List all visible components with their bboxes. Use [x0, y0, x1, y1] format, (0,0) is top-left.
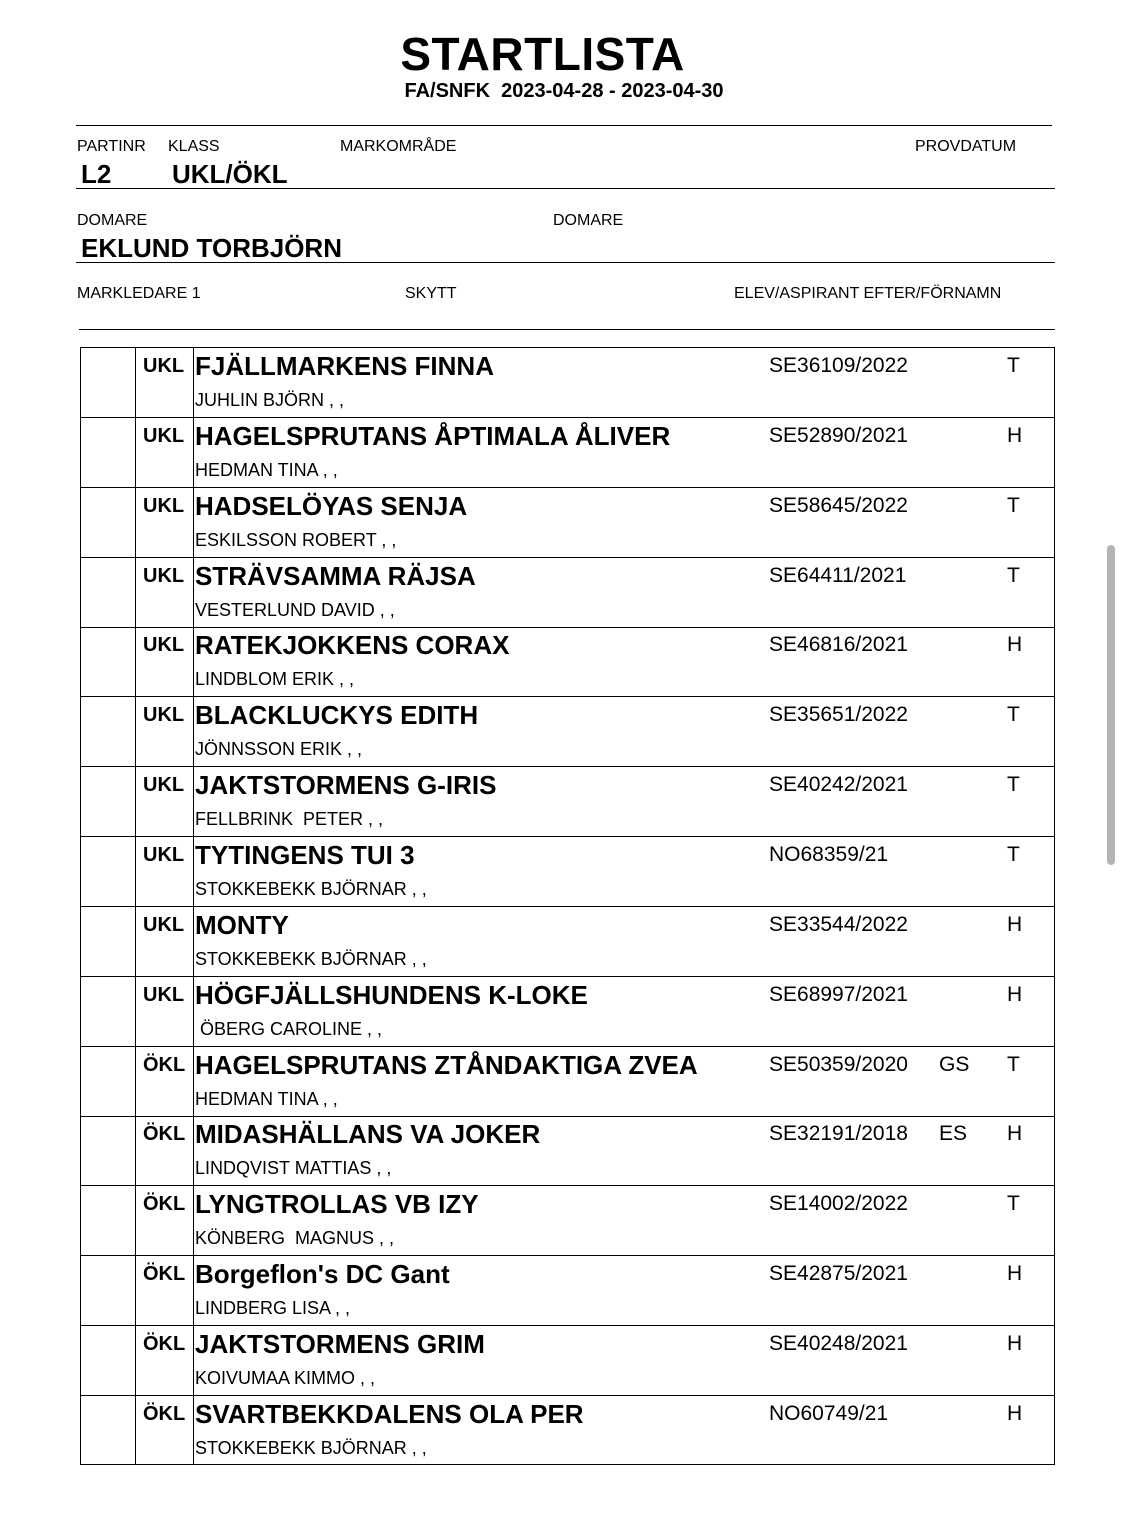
registration-number: SE58645/2022 [769, 493, 908, 517]
dog-sex: T [1007, 1052, 1020, 1076]
registration-number: SE64411/2021 [769, 563, 907, 587]
entry-class: ÖKL [143, 1263, 186, 1286]
dog-sex: T [1007, 773, 1020, 797]
entry-note: ES [939, 1122, 968, 1146]
dog-sex: T [1007, 703, 1020, 727]
handler-name: STOKKEBEKK BJÖRNAR , , [195, 948, 427, 969]
dog-name: HADSELÖYAS SENJA [195, 490, 468, 521]
table-row [81, 418, 1054, 488]
entry-class: ÖKL [143, 1053, 186, 1076]
startlist-table [80, 347, 1055, 1465]
divider-info [76, 188, 1055, 189]
skytt-label: SKYTT [405, 285, 457, 302]
table-row [81, 1326, 1054, 1396]
handler-name: STOKKEBEKK BJÖRNAR , , [195, 878, 427, 899]
klass-label: KLASS [168, 138, 220, 155]
table-row [81, 1047, 1054, 1117]
dog-sex: H [1007, 423, 1023, 447]
table-row [81, 767, 1054, 837]
handler-name: KOIVUMAA KIMMO , , [195, 1367, 376, 1388]
handler-name: ÖBERG CAROLINE , , [195, 1018, 383, 1039]
registration-number: SE50359/2020 [769, 1052, 908, 1076]
dog-sex: H [1007, 912, 1023, 936]
entry-class: UKL [143, 983, 185, 1006]
dog-name: SVARTBEKKDALENS OLA PER [195, 1398, 584, 1429]
entry-class: UKL [143, 564, 185, 587]
table-row [81, 977, 1054, 1047]
partinr-label: PARTINR [77, 138, 146, 155]
handler-name: VESTERLUND DAVID , , [195, 599, 395, 620]
dog-sex: H [1007, 1122, 1023, 1146]
dog-name: FJÄLLMARKENS FINNA [195, 351, 494, 381]
dog-sex: H [1007, 633, 1023, 657]
entry-class: UKL [143, 704, 185, 727]
elev-label: ELEV/ASPIRANT EFTER/FÖRNAMN [734, 285, 1002, 302]
handler-name: ESKILSSON ROBERT , , [195, 529, 397, 550]
divider-markledare [79, 329, 1055, 330]
page-title: STARTLISTA [400, 28, 685, 80]
domare2-label: DOMARE [553, 212, 624, 229]
table-row [81, 907, 1054, 977]
registration-number: SE36109/2022 [769, 354, 908, 377]
registration-number: SE42875/2021 [769, 1262, 908, 1286]
table-row [81, 488, 1054, 558]
dog-name: HÖGFJÄLLSHUNDENS K-LOKE [195, 979, 588, 1010]
dog-sex: H [1007, 1331, 1023, 1355]
registration-number: SE33544/2022 [769, 912, 908, 936]
table-row [81, 1256, 1054, 1326]
domare1-value: EKLUND TORBJÖRN [81, 233, 342, 263]
dog-sex: T [1007, 1192, 1020, 1216]
table-row [81, 1396, 1054, 1466]
dog-sex: H [1007, 1401, 1023, 1425]
table-row [81, 558, 1054, 628]
dog-name: LYNGTROLLAS VB IZY [195, 1189, 479, 1220]
table-row [81, 1186, 1054, 1256]
handler-name: STOKKEBEKK BJÖRNAR , , [195, 1437, 427, 1458]
domare1-label: DOMARE [77, 212, 148, 229]
handler-name: LINDQVIST MATTIAS , , [195, 1158, 392, 1179]
handler-name: LINDBERG LISA , , [195, 1298, 351, 1319]
scrollbar[interactable] [1107, 545, 1115, 865]
registration-number: NO68359/21 [769, 842, 889, 866]
table-row [81, 837, 1054, 907]
entry-class: UKL [143, 424, 185, 447]
dog-name: TYTINGENS TUI 3 [195, 839, 415, 870]
divider-top [76, 125, 1052, 126]
entry-note: GS [939, 1052, 970, 1076]
dog-sex: T [1007, 842, 1020, 866]
dog-name: HAGELSPRUTANS ZTÅNDAKTIGA ZVEA [195, 1049, 698, 1080]
dog-name: Borgeflon's DC Gant [195, 1259, 450, 1290]
handler-name: LINDBLOM ERIK , , [195, 669, 355, 690]
handler-name: HEDMAN TINA , , [195, 459, 338, 480]
table-row [81, 1116, 1054, 1186]
dog-name: JAKTSTORMENS GRIM [195, 1328, 485, 1359]
entry-class: ÖKL [143, 1402, 186, 1425]
handler-name: KÖNBERG MAGNUS , , [195, 1228, 395, 1249]
registration-number: SE14002/2022 [769, 1192, 908, 1216]
dog-sex: H [1007, 1262, 1023, 1286]
dog-name: HAGELSPRUTANS ÅPTIMALA ÅLIVER [195, 420, 671, 451]
divider-domare [76, 262, 1055, 263]
entry-class: UKL [143, 913, 185, 936]
dog-name: MONTY [195, 909, 289, 940]
entry-class: ÖKL [143, 1332, 186, 1355]
registration-number: NO60749/21 [769, 1401, 889, 1425]
handler-name: FELLBRINK PETER , , [195, 809, 384, 830]
table-row [81, 697, 1054, 767]
dog-name: BLACKLUCKYS EDITH [195, 700, 479, 731]
handler-name: JUHLIN BJÖRN , , [195, 390, 345, 410]
dog-name: STRÄVSAMMA RÄJSA [195, 560, 476, 591]
registration-number: SE35651/2022 [769, 703, 908, 727]
table-row [81, 627, 1054, 697]
registration-number: SE32191/2018 [769, 1122, 908, 1146]
dog-sex: H [1007, 982, 1023, 1006]
dog-sex: T [1007, 493, 1020, 517]
table-row [81, 348, 1054, 418]
event-subtitle: FA/SNFK 2023-04-28 - 2023-04-30 [404, 80, 724, 102]
registration-number: SE40242/2021 [769, 773, 908, 797]
registration-number: SE68997/2021 [769, 982, 908, 1006]
dog-name: RATEKJOKKENS CORAX [195, 630, 510, 661]
dog-sex: T [1007, 354, 1020, 377]
markomrade-label: MARKOMRÅDE [340, 138, 457, 155]
klass-value: UKL/ÖKL [172, 159, 288, 189]
registration-number: SE52890/2021 [769, 423, 908, 447]
entry-class: ÖKL [143, 1123, 186, 1146]
entry-class: UKL [143, 634, 185, 657]
dog-name: JAKTSTORMENS G-IRIS [195, 770, 497, 801]
entry-class: UKL [143, 355, 185, 377]
markledare-label: MARKLEDARE 1 [77, 285, 201, 302]
entry-class: UKL [143, 774, 185, 797]
dog-sex: T [1007, 563, 1020, 587]
registration-number: SE46816/2021 [769, 633, 908, 657]
registration-number: SE40248/2021 [769, 1331, 908, 1355]
handler-name: JÖNNSSON ERIK , , [195, 739, 363, 760]
entry-class: UKL [143, 843, 185, 866]
entry-class: ÖKL [143, 1193, 186, 1216]
entry-class: UKL [143, 494, 185, 517]
handler-name: HEDMAN TINA , , [195, 1088, 338, 1109]
provdatum-label: PROVDATUM [915, 138, 1017, 155]
dog-name: MIDASHÄLLANS VA JOKER [195, 1119, 541, 1150]
partinr-value: L2 [81, 159, 112, 189]
